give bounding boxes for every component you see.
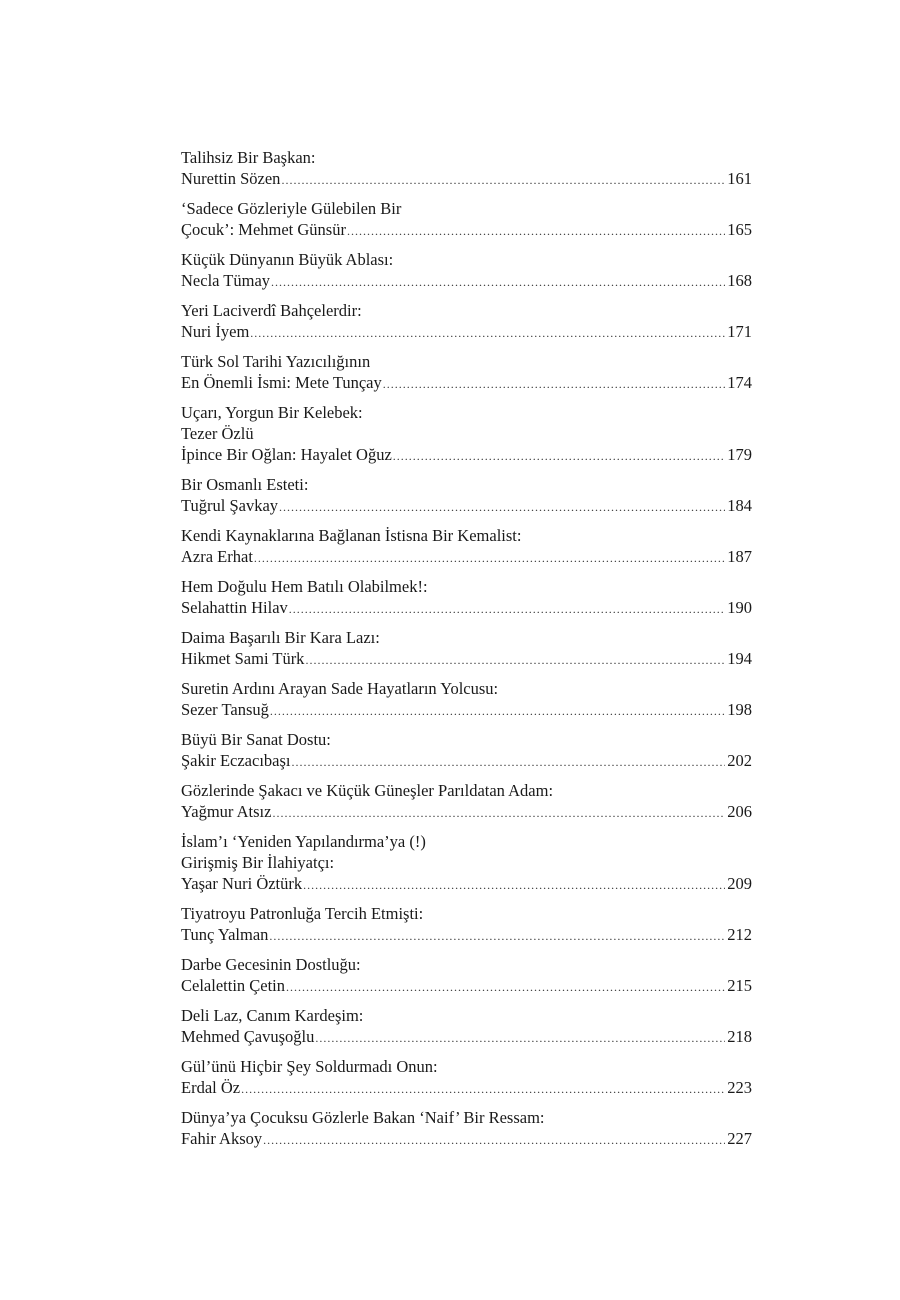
toc-entry-title-line: Tiyatroyu Patronluğa Tercih Etmişti:: [181, 904, 424, 923]
page-number: 194: [727, 649, 752, 668]
dot-leader: [289, 599, 725, 620]
toc-entry-leader-line: [181, 321, 752, 342]
toc-entry-leader-line: [181, 924, 752, 945]
toc-entry-leader-line: [181, 1026, 752, 1047]
toc-entry-title-line: Türk Sol Tarihi Yazıcılığının: [181, 352, 371, 371]
page-number: 198: [727, 700, 752, 719]
dot-leader: [271, 272, 725, 293]
dot-leader: [254, 548, 725, 569]
page-number: 223: [727, 1078, 752, 1097]
dot-leader: [303, 875, 725, 896]
dot-leader: [281, 170, 725, 191]
toc-entry-name: Şakir Eczacıbaşı: [181, 751, 291, 770]
toc-entry-title-line: Suretin Ardını Arayan Sade Hayatların Yolcusu:: [181, 679, 499, 698]
page-number: 212: [727, 925, 752, 944]
toc-entry-name: Yağmur Atsız: [181, 802, 272, 821]
toc-entry-name: Celalettin Çetin: [181, 976, 286, 995]
toc-entry-leader-line: [181, 699, 752, 720]
toc-entry-leader-line: [181, 1077, 752, 1098]
toc-entry-leader-line: [181, 546, 752, 567]
toc-entry-name: Tuğrul Şavkay: [181, 496, 279, 515]
toc-entry-title-line: Dünya’ya Çocuksu Gözlerle Bakan ‘Naif’ Bir Ressam:: [181, 1108, 545, 1127]
toc-entry-name: Selahattin Hilav: [181, 598, 288, 617]
dot-leader: [286, 977, 725, 998]
dot-leader: [250, 323, 725, 344]
page-number: 179: [727, 445, 752, 464]
dot-leader: [279, 497, 725, 518]
toc-entry-title-line: Yeri Laciverdî Bahçelerdir:: [181, 301, 362, 320]
toc-entry-leader-line: [181, 801, 752, 822]
toc-entry-leader-line: [181, 372, 752, 393]
toc-entry-name: Nuri İyem: [181, 322, 250, 341]
toc-entry: [181, 1107, 752, 1149]
toc-entry-leader-line: [181, 975, 752, 996]
page-number: 206: [727, 802, 752, 821]
toc-entry-title-line: ‘Sadece Gözleriyle Gülebilen Bir: [181, 199, 402, 218]
toc-entry-leader-line: [181, 219, 752, 240]
toc-entry-name: İpince Bir Oğlan: Hayalet Oğuz: [181, 445, 392, 464]
dot-leader: [270, 701, 725, 722]
toc-entry: [181, 831, 752, 894]
toc-entry-title-line: İslam’ı ‘Yeniden Yapılandırma’ya (!): [181, 832, 426, 851]
table-of-contents: [181, 147, 752, 1158]
toc-entry-leader-line: [181, 1128, 752, 1149]
toc-entry: [181, 351, 752, 393]
toc-entry: [181, 576, 752, 618]
toc-entry-title-line: Gözlerinde Şakacı ve Küçük Güneşler Parıldatan Adam:: [181, 781, 554, 800]
toc-entry-title-line: Daima Başarılı Bir Kara Lazı:: [181, 628, 380, 647]
toc-entry-name: En Önemli İsmi: Mete Tunçay: [181, 373, 382, 392]
toc-entry-title-line: Gül’ünü Hiçbir Şey Soldurmadı Onun:: [181, 1057, 438, 1076]
toc-entry: [181, 249, 752, 291]
toc-entry-title-line: Bir Osmanlı Esteti:: [181, 475, 309, 494]
dot-leader: [272, 803, 725, 824]
toc-entry: [181, 300, 752, 342]
page-number: 184: [727, 496, 752, 515]
toc-entry-leader-line: [181, 495, 752, 516]
toc-entry-name: Fahir Aksoy: [181, 1129, 263, 1148]
toc-entry-leader-line: [181, 648, 752, 669]
toc-entry-name: Mehmed Çavuşoğlu: [181, 1027, 315, 1046]
dot-leader: [241, 1079, 725, 1100]
toc-entry-name: Yaşar Nuri Öztürk: [181, 874, 303, 893]
toc-entry-title-line: Hem Doğulu Hem Batılı Olabilmek!:: [181, 577, 428, 596]
page-number: 161: [727, 169, 752, 188]
toc-entry-name: Erdal Öz: [181, 1078, 241, 1097]
toc-entry-leader-line: [181, 597, 752, 618]
toc-entry-leader-line: [181, 873, 752, 894]
page-number: 171: [727, 322, 752, 341]
toc-entry: [181, 1056, 752, 1098]
page-number: 187: [727, 547, 752, 566]
page-number: 218: [727, 1027, 752, 1046]
dot-leader: [315, 1028, 725, 1049]
toc-entry: [181, 1005, 752, 1047]
toc-entry-title-line: Darbe Gecesinin Dostluğu:: [181, 955, 361, 974]
toc-entry: [181, 729, 752, 771]
toc-entry-name: Necla Tümay: [181, 271, 271, 290]
toc-entry: [181, 198, 752, 240]
toc-entry: [181, 954, 752, 996]
dot-leader: [383, 374, 726, 395]
toc-entry-title-line: Talihsiz Bir Başkan:: [181, 148, 316, 167]
dot-leader: [292, 752, 726, 773]
toc-entry-title-line: Kendi Kaynaklarına Bağlanan İstisna Bir Kemalist:: [181, 526, 522, 545]
dot-leader: [305, 650, 725, 671]
toc-entry-title-line: Büyü Bir Sanat Dostu:: [181, 730, 331, 749]
page-number: 174: [727, 373, 752, 392]
toc-entry-leader-line: [181, 168, 752, 189]
toc-entry-name: Tunç Yalman: [181, 925, 269, 944]
page-number: 209: [727, 874, 752, 893]
toc-entry-leader-line: [181, 750, 752, 771]
dot-leader: [393, 446, 725, 467]
toc-entry-title-line: Tezer Özlü: [181, 424, 254, 443]
toc-entry: [181, 627, 752, 669]
page-number: 202: [727, 751, 752, 770]
toc-entry-name: Azra Erhat: [181, 547, 253, 566]
toc-entry: [181, 147, 752, 189]
toc-entry-name: Hikmet Sami Türk: [181, 649, 305, 668]
toc-entry-title-line: Uçarı, Yorgun Bir Kelebek:: [181, 403, 363, 422]
toc-entry: [181, 780, 752, 822]
toc-entry: [181, 402, 752, 465]
toc-entry-name: Sezer Tansuğ: [181, 700, 269, 719]
toc-entry-name: Nurettin Sözen: [181, 169, 281, 188]
page-number: 168: [727, 271, 752, 290]
page-number: 215: [727, 976, 752, 995]
toc-entry-leader-line: [181, 270, 752, 291]
page-number: 227: [727, 1129, 752, 1148]
toc-entry: [181, 525, 752, 567]
toc-entry-name: Çocuk’: Mehmet Günsür: [181, 220, 346, 239]
dot-leader: [269, 926, 725, 947]
toc-entry-leader-line: [181, 444, 752, 465]
toc-entry-title-line: Deli Laz, Canım Kardeşim:: [181, 1006, 364, 1025]
page-number: 165: [727, 220, 752, 239]
page-number: 190: [727, 598, 752, 617]
dot-leader: [347, 221, 725, 242]
toc-entry: [181, 474, 752, 516]
toc-entry: [181, 903, 752, 945]
toc-entry: [181, 678, 752, 720]
dot-leader: [263, 1130, 725, 1151]
toc-entry-title-line: Girişmiş Bir İlahiyatçı:: [181, 853, 335, 872]
toc-entry-title-line: Küçük Dünyanın Büyük Ablası:: [181, 250, 394, 269]
